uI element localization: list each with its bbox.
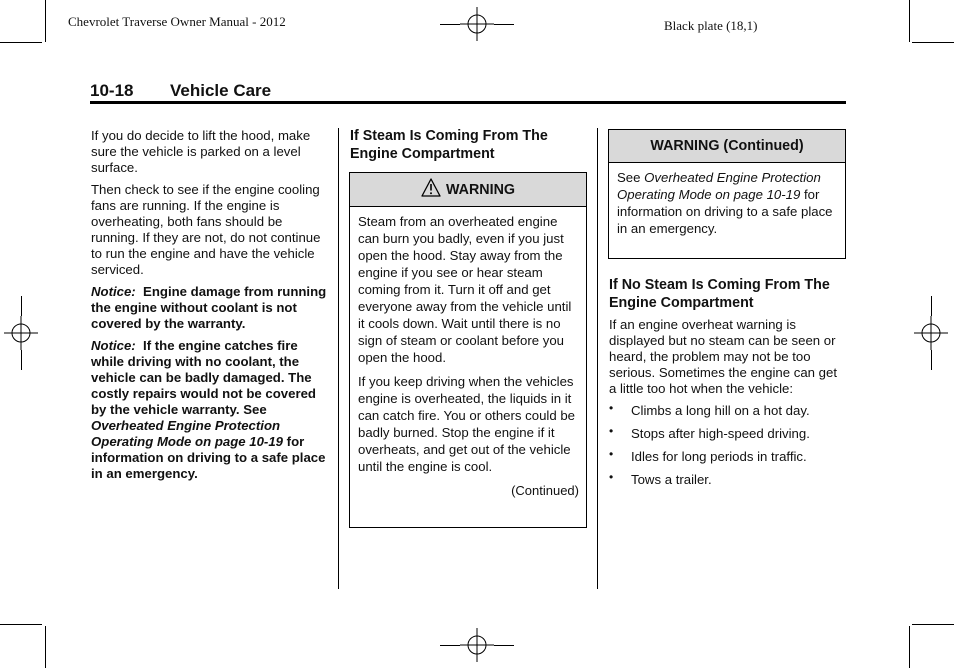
list-item [609, 425, 847, 442]
page-number: 10-18 [90, 81, 134, 100]
column-divider [597, 128, 598, 589]
section-title: Vehicle Care [170, 81, 272, 100]
subsection-heading: If No Steam Is Coming From The Engine Compartment [609, 277, 830, 311]
plate-label: Black plate (18,1) [664, 18, 758, 33]
crop-mark [912, 624, 954, 625]
warning-title: WARNING [445, 181, 516, 198]
warning-body [609, 163, 845, 248]
registration-target-icon [914, 316, 948, 350]
notice-text: If the engine catches fire while driving with no coolant, the vehicle can be badly damaged. The costly repairs would not be covered by the vehicle warranty. See [91, 338, 316, 417]
bullet-dot-icon: • [609, 424, 614, 438]
bullet-list [609, 402, 847, 488]
registration-target-icon [4, 316, 38, 350]
column-divider [338, 128, 339, 589]
crop-mark [494, 645, 514, 646]
paragraph: If you do decide to lift the hood, make sure the vehicle is parked on a level surface. [91, 128, 311, 175]
warning-triangle-icon [421, 178, 441, 197]
bullet-dot-icon: • [609, 447, 614, 461]
list-item-text: Stops after high-speed driving. [631, 426, 810, 441]
header-rule [90, 101, 846, 104]
list-item [609, 448, 847, 465]
bullet-dot-icon: • [609, 401, 614, 415]
crop-mark [0, 624, 42, 625]
notice-paragraph [91, 338, 327, 482]
manual-title: Chevrolet Traverse Owner Manual - 2012 [68, 14, 286, 29]
column-1 [91, 128, 327, 488]
notice-text: Engine damage from running the engine without coolant is not covered by the warranty. [91, 284, 327, 331]
crop-mark [931, 296, 932, 316]
notice-label: Notice: [91, 284, 136, 299]
crop-mark [440, 24, 460, 25]
warning-title: WARNING (Continued) [650, 138, 804, 154]
warning-header [350, 173, 586, 207]
warning-header [609, 130, 845, 163]
warning-paragraph [617, 169, 838, 237]
registration-target-icon [460, 628, 494, 662]
notice-text: for information on driving to a safe place in an emergency. [91, 434, 326, 481]
warning-text: for information on driving to a safe place in an emergency. [617, 187, 833, 236]
list-item-text: Climbs a long hill on a hot day. [631, 403, 810, 418]
paragraph: If an engine overheat warning is displayed but no steam can be seen or heard, the problem may not be too serious. Sometimes the engine can get a little too hot when the vehicle: [609, 317, 837, 396]
list-item [609, 402, 847, 419]
column-2 [350, 127, 588, 163]
crop-mark [440, 645, 460, 646]
crop-mark [21, 350, 22, 370]
notice-label: Notice: [91, 338, 136, 353]
warning-text: See [617, 170, 641, 185]
continued-label: (Continued) [511, 483, 579, 498]
column-3 [609, 276, 847, 494]
crop-mark [494, 24, 514, 25]
cross-reference-link[interactable]: Overheated Engine Protection Operating Mode on page 10-19 [91, 418, 283, 449]
warning-box-continued [608, 129, 846, 259]
registration-target-icon [460, 7, 494, 41]
warning-paragraph: Steam from an overheated engine can burn you badly, even if you just open the hood. Stay away from the engine if you see or hear steam coming from it. Turn it off and get everyone away from the vehicle until it cools down. Wait until there is no sign of steam or coolant before you open the hood. [358, 214, 572, 365]
crop-mark [21, 296, 22, 316]
crop-mark [912, 42, 954, 43]
crop-mark [931, 350, 932, 370]
crop-mark [909, 626, 910, 668]
list-item-text: Idles for long periods in traffic. [631, 449, 807, 464]
crop-mark [45, 0, 46, 42]
crop-mark [45, 626, 46, 668]
cross-reference-link[interactable]: Overheated Engine Protection Operating Mode on page 10-19 [617, 170, 821, 202]
bullet-dot-icon: • [609, 470, 614, 484]
list-item [609, 471, 847, 488]
warning-body [350, 207, 586, 503]
list-item-text: Tows a trailer. [631, 472, 712, 487]
warning-paragraph: If you keep driving when the vehicles engine is overheated, the liquids in it can catch fire. You or others could be badly burned. Stop the engine if it overheats, and get out of the vehicle until the engine is cool. [358, 374, 575, 474]
paragraph: Then check to see if the engine cooling fans are running. If the engine is overheating, both fans should be running. If they are not, do not continue to run the engine and have the vehicle serviced. [91, 182, 321, 277]
subsection-heading: If Steam Is Coming From The Engine Compartment [350, 128, 548, 162]
crop-mark [0, 42, 42, 43]
crop-mark [909, 0, 910, 42]
warning-box [349, 172, 587, 528]
notice-paragraph [91, 284, 327, 332]
